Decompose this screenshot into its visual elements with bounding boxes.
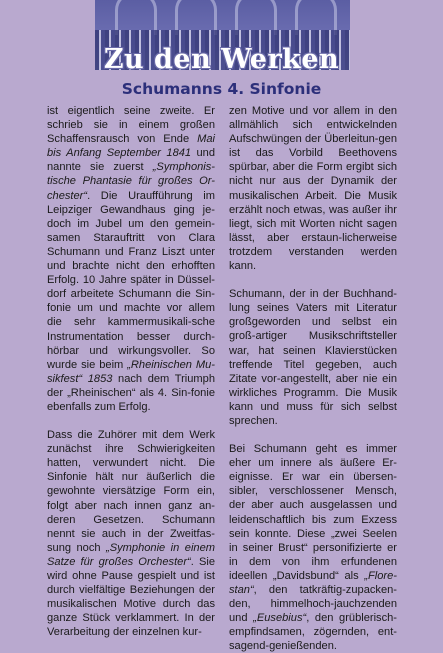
article-subtitle: Schumanns 4. Sinfonie <box>121 80 322 98</box>
paragraph: zen Motive und vor allem in den allmählich sich entwickelnden Aufschwüngen der Überleitun-gen ist das Vorbild Beethovens spürbar, aber die Form ergibt sich nicht nur aus der Dynamik der musikalischen Arbeit. Die Musik erzählt noch etwas, was außer ihr liegt, sich mit Worten nicht sagen lässt, aber erstaun-licherweise trotzdem verstanden werden kann. <box>229 105 397 273</box>
text-run: und nannte sie zuerst <box>47 147 216 174</box>
italic-text: „Symphonis-tische Phantasie für großes Or-chester“ <box>47 161 215 202</box>
italic-text: „Eusebius“ <box>253 612 307 625</box>
right-column <box>229 104 397 653</box>
text-run: ist eigentlich seine zweite. Er schrieb sie in einem großen Schaffensrausch von Ende <box>47 105 215 146</box>
italic-text: Mai bis Anfang September 1841 <box>47 133 215 160</box>
title-band <box>0 44 443 74</box>
paragraph <box>229 442 397 653</box>
text-run: . Die Uraufführung im Leipziger Gewandhaus ging je-doch im Jubel um den gemein-samen Starauftritt von Clara Schumann und Franz Liszt unter und brachte nicht den erhofften Erfolg. 10 Jahre später in Düssel-dorf arbeitete Schumann die Sin-fonie um und machte vor allem die sehr kammermusikali-sche Instrumentation besser durch-hörbar und wirkungsvoller. So wurde sie beim <box>47 189 215 371</box>
italic-text: „Flore-stan“ <box>229 569 397 596</box>
page-title: Zu den Werken <box>103 44 340 75</box>
text-run: nach dem Triumph der „Rheinischen“ als 4. Sin-fonie ebenfalls zum Erfolg. <box>47 372 215 413</box>
paragraph: Schumann, der in der Buchhand-lung seines Vaters mit Literatur großgeworden und selbst ein groß-artiger Musikschriftsteller war, hat seinen Klavierstücken treffende Titel gegeben, auch Zitate vor-angestellt, aber nie ein wirkliches Programm. Die Musik kann und muss für sich selbst sprechen. <box>229 288 397 427</box>
text-run: , den grüblerisch-empfindsamen, zögernden, ent-sagend-genießenden. <box>229 612 398 653</box>
text-run: Bei Schumann geht es immer eher um innere als äußere Er-eignisse. Er war ein übersen-sibler, verschlossener Mensch, der aber auch ausgelassen und leidenschaftlich bis zum Exzess sein konnte. Diese „zwei Seelen in seiner Brust“ personifizierte er in dem von ihm erfundenen ideellen „Davidsbund“ als <box>229 443 397 582</box>
italic-text: „Rheinischen Mu-sikfest“ 1853 <box>47 358 215 385</box>
left-column <box>47 104 215 639</box>
text-run: Dass die Zuhörer mit dem Werk zunächst ihre Schwierigkeiten hatten, verwundert nicht. Die Sinfonie hält nur äußerlich die gewohnte viersätzige Form ein, folgt aber nach innen ganz an-deren Gesetzen. Schumann nennt sie auch in der Zweitfas-sung noch <box>47 429 215 554</box>
paragraph <box>47 428 215 639</box>
paragraph <box>47 104 215 414</box>
text-run: . Sie wird ohne Pause gespielt und ist durch vielfältige Beziehungen der musikalischen Motive durch das ganze Stück verklammert. In der Verarbeitung der einzelnen kur- <box>47 555 215 639</box>
italic-text: „Symphonie in einem Satze für großes Orchester“ <box>47 541 215 568</box>
text-run: , den tatkräftig-zupacken-den, himmelhoch-jauchzenden und <box>229 584 397 625</box>
